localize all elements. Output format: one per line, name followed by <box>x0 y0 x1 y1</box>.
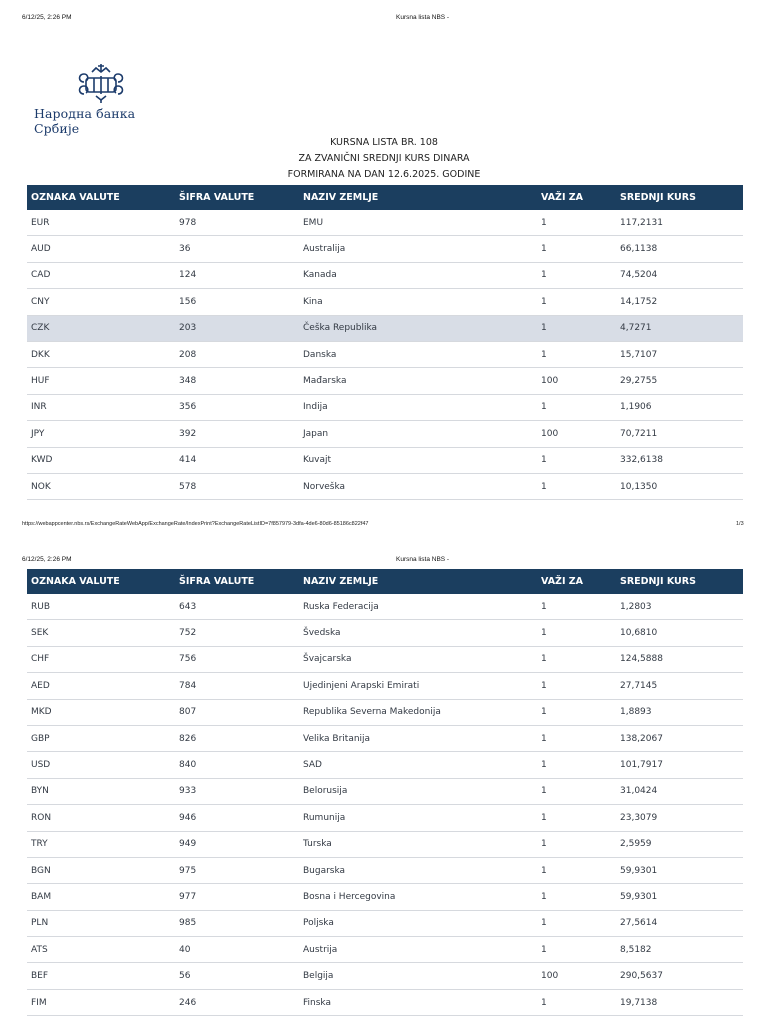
middle-rate-cell: 2,5959 <box>616 831 743 857</box>
currency-number-cell: 578 <box>175 473 299 499</box>
middle-rate-cell: 1,1906 <box>616 394 743 420</box>
country-cell: Kanada <box>299 262 537 288</box>
middle-rate-cell: 4,7271 <box>616 315 743 341</box>
title-line-2: ZA ZVANIČNI SREDNJI KURS DINARA <box>298 153 470 164</box>
currency-code-cell: KWD <box>27 447 175 473</box>
unit-cell: 1 <box>537 725 616 751</box>
unit-cell: 1 <box>537 289 616 315</box>
country-cell: Kina <box>299 289 537 315</box>
unit-cell: 1 <box>537 752 616 778</box>
table-row <box>27 447 743 473</box>
currency-code-cell: NOK <box>27 473 175 499</box>
currency-number-cell: 348 <box>175 368 299 394</box>
unit-cell: 1 <box>537 989 616 1015</box>
currency-code-cell: RON <box>27 805 175 831</box>
table-row <box>27 673 743 699</box>
table-row <box>27 884 743 910</box>
exchange-rate-table-page-1 <box>27 185 743 500</box>
unit-cell: 1 <box>537 473 616 499</box>
country-cell: Švedska <box>299 620 537 646</box>
unit-cell: 1 <box>537 910 616 936</box>
table-row <box>27 937 743 963</box>
table-row <box>27 315 743 341</box>
currency-number-cell: 752 <box>175 620 299 646</box>
currency-number-cell: 40 <box>175 937 299 963</box>
currency-code-cell: BGN <box>27 857 175 883</box>
middle-rate-cell: 8,5182 <box>616 937 743 963</box>
col-header-country: NAZIV ZEMLJE <box>299 569 537 594</box>
middle-rate-cell: 10,6810 <box>616 620 743 646</box>
table-header-row <box>27 185 743 210</box>
currency-code-cell: CAD <box>27 262 175 288</box>
country-cell: Belgija <box>299 963 537 989</box>
middle-rate-cell: 27,5614 <box>616 910 743 936</box>
country-cell: Poljska <box>299 910 537 936</box>
currency-number-cell: 208 <box>175 341 299 367</box>
currency-code-cell: MKD <box>27 699 175 725</box>
country-cell: Japan <box>299 421 537 447</box>
currency-number-cell: 356 <box>175 394 299 420</box>
coat-of-arms-icon <box>74 62 128 104</box>
table-row <box>27 805 743 831</box>
country-cell: Ujedinjeni Arapski Emirati <box>299 673 537 699</box>
middle-rate-cell: 19,7138 <box>616 989 743 1015</box>
currency-code-cell: BAM <box>27 884 175 910</box>
country-cell: Austrija <box>299 937 537 963</box>
table-row <box>27 289 743 315</box>
country-cell: Mađarska <box>299 368 537 394</box>
currency-code-cell: GBP <box>27 725 175 751</box>
middle-rate-cell: 23,3079 <box>616 805 743 831</box>
currency-code-cell: BYN <box>27 778 175 804</box>
currency-code-cell: CZK <box>27 315 175 341</box>
currency-code-cell: CNY <box>27 289 175 315</box>
unit-cell: 1 <box>537 646 616 672</box>
unit-cell: 1 <box>537 315 616 341</box>
unit-cell: 1 <box>537 778 616 804</box>
unit-cell: 1 <box>537 262 616 288</box>
middle-rate-cell: 10,1350 <box>616 473 743 499</box>
currency-code-cell: FIM <box>27 989 175 1015</box>
print-datetime-page-2: 6/12/25, 2:26 PM <box>22 556 72 563</box>
unit-cell: 1 <box>537 699 616 725</box>
currency-number-cell: 946 <box>175 805 299 831</box>
col-header-currency-number: ŠIFRA VALUTE <box>175 569 299 594</box>
currency-number-cell: 643 <box>175 594 299 620</box>
country-cell: Češka Republika <box>299 315 537 341</box>
middle-rate-cell: 124,5888 <box>616 646 743 672</box>
middle-rate-cell: 70,7211 <box>616 421 743 447</box>
document-title <box>0 135 768 183</box>
page-number: 1/3 <box>736 521 744 527</box>
table-row <box>27 831 743 857</box>
table-row <box>27 421 743 447</box>
country-cell: Finska <box>299 989 537 1015</box>
middle-rate-cell: 59,9301 <box>616 857 743 883</box>
currency-number-cell: 949 <box>175 831 299 857</box>
unit-cell: 1 <box>537 447 616 473</box>
middle-rate-cell: 332,6138 <box>616 447 743 473</box>
table-row <box>27 699 743 725</box>
unit-cell: 1 <box>537 884 616 910</box>
country-cell: Kuvajt <box>299 447 537 473</box>
currency-code-cell: SEK <box>27 620 175 646</box>
table-row <box>27 262 743 288</box>
table-row <box>27 341 743 367</box>
print-title: Kursna lista NBS - <box>396 14 450 21</box>
currency-number-cell: 807 <box>175 699 299 725</box>
unit-cell: 100 <box>537 421 616 447</box>
middle-rate-cell: 31,0424 <box>616 778 743 804</box>
currency-code-cell: AUD <box>27 236 175 262</box>
table-row <box>27 620 743 646</box>
middle-rate-cell: 117,2131 <box>616 210 743 236</box>
currency-number-cell: 156 <box>175 289 299 315</box>
currency-number-cell: 985 <box>175 910 299 936</box>
currency-number-cell: 124 <box>175 262 299 288</box>
middle-rate-cell: 15,7107 <box>616 341 743 367</box>
unit-cell: 100 <box>537 963 616 989</box>
unit-cell: 1 <box>537 857 616 883</box>
table-row <box>27 368 743 394</box>
table-row <box>27 752 743 778</box>
middle-rate-cell: 138,2067 <box>616 725 743 751</box>
currency-code-cell: HUF <box>27 368 175 394</box>
currency-code-cell: ATS <box>27 937 175 963</box>
country-cell: Belorusija <box>299 778 537 804</box>
unit-cell: 1 <box>537 210 616 236</box>
table-row <box>27 394 743 420</box>
unit-cell: 1 <box>537 937 616 963</box>
table-row <box>27 778 743 804</box>
unit-cell: 1 <box>537 805 616 831</box>
table-row <box>27 963 743 989</box>
table-row <box>27 210 743 236</box>
unit-cell: 100 <box>537 368 616 394</box>
currency-number-cell: 977 <box>175 884 299 910</box>
middle-rate-cell: 59,9301 <box>616 884 743 910</box>
col-header-currency-number: ŠIFRA VALUTE <box>175 185 299 210</box>
currency-number-cell: 975 <box>175 857 299 883</box>
unit-cell: 1 <box>537 831 616 857</box>
table-row <box>27 989 743 1015</box>
country-cell: Indija <box>299 394 537 420</box>
country-cell: Turska <box>299 831 537 857</box>
currency-code-cell: EUR <box>27 210 175 236</box>
currency-number-cell: 203 <box>175 315 299 341</box>
currency-number-cell: 246 <box>175 989 299 1015</box>
currency-code-cell: JPY <box>27 421 175 447</box>
country-cell: Republika Severna Makedonija <box>299 699 537 725</box>
table-row <box>27 725 743 751</box>
title-line-3: FORMIRANA NA DAN 12.6.2025. GODINE <box>287 169 481 180</box>
col-header-middle-rate: SREDNJI KURS <box>616 185 743 210</box>
country-cell: Norveška <box>299 473 537 499</box>
col-header-currency-code: OZNAKA VALUTE <box>27 569 175 594</box>
country-cell: Velika Britanija <box>299 725 537 751</box>
table-row <box>27 646 743 672</box>
middle-rate-cell: 27,7145 <box>616 673 743 699</box>
unit-cell: 1 <box>537 236 616 262</box>
currency-code-cell: DKK <box>27 341 175 367</box>
nbs-logo <box>34 62 174 136</box>
col-header-unit: VAŽI ZA <box>537 569 616 594</box>
country-cell: Švajcarska <box>299 646 537 672</box>
country-cell: SAD <box>299 752 537 778</box>
col-header-currency-code: OZNAKA VALUTE <box>27 185 175 210</box>
middle-rate-cell: 101,7917 <box>616 752 743 778</box>
unit-cell: 1 <box>537 594 616 620</box>
currency-code-cell: TRY <box>27 831 175 857</box>
currency-number-cell: 978 <box>175 210 299 236</box>
bank-name: Народна банка Србије <box>34 106 136 136</box>
currency-number-cell: 840 <box>175 752 299 778</box>
country-cell: EMU <box>299 210 537 236</box>
print-title-page-2: Kursna lista NBS - <box>396 556 450 563</box>
middle-rate-cell: 14,1752 <box>616 289 743 315</box>
currency-number-cell: 784 <box>175 673 299 699</box>
unit-cell: 1 <box>537 673 616 699</box>
country-cell: Bugarska <box>299 857 537 883</box>
col-header-country: NAZIV ZEMLJE <box>299 185 537 210</box>
currency-number-cell: 36 <box>175 236 299 262</box>
table-row <box>27 910 743 936</box>
country-cell: Australija <box>299 236 537 262</box>
currency-number-cell: 414 <box>175 447 299 473</box>
currency-number-cell: 933 <box>175 778 299 804</box>
currency-code-cell: CHF <box>27 646 175 672</box>
middle-rate-cell: 290,5637 <box>616 963 743 989</box>
table-row <box>27 857 743 883</box>
table-row <box>27 473 743 499</box>
country-cell: Ruska Federacija <box>299 594 537 620</box>
currency-number-cell: 392 <box>175 421 299 447</box>
middle-rate-cell: 66,1138 <box>616 236 743 262</box>
currency-code-cell: INR <box>27 394 175 420</box>
currency-code-cell: PLN <box>27 910 175 936</box>
print-url: https://webappcenter.nbs.rs/ExchangeRateWebApp/ExchangeRate/IndexPrint?ExchangeRateListID=7f857979-3dfa-4de6-80d6-85186c822f47 <box>22 521 369 527</box>
currency-code-cell: RUB <box>27 594 175 620</box>
currency-code-cell: AED <box>27 673 175 699</box>
unit-cell: 1 <box>537 620 616 646</box>
unit-cell: 1 <box>537 394 616 420</box>
currency-number-cell: 56 <box>175 963 299 989</box>
table-row <box>27 594 743 620</box>
table-row <box>27 236 743 262</box>
print-datetime: 6/12/25, 2:26 PM <box>22 14 72 21</box>
col-header-middle-rate: SREDNJI KURS <box>616 569 743 594</box>
middle-rate-cell: 74,5204 <box>616 262 743 288</box>
country-cell: Rumunija <box>299 805 537 831</box>
currency-code-cell: USD <box>27 752 175 778</box>
middle-rate-cell: 1,2803 <box>616 594 743 620</box>
table-header-row <box>27 569 743 594</box>
middle-rate-cell: 1,8893 <box>616 699 743 725</box>
currency-number-cell: 756 <box>175 646 299 672</box>
currency-number-cell: 826 <box>175 725 299 751</box>
middle-rate-cell: 29,2755 <box>616 368 743 394</box>
unit-cell: 1 <box>537 341 616 367</box>
col-header-unit: VAŽI ZA <box>537 185 616 210</box>
country-cell: Bosna i Hercegovina <box>299 884 537 910</box>
title-line-1: KURSNA LISTA BR. 108 <box>330 137 438 148</box>
exchange-rate-table-page-2 <box>27 569 743 1016</box>
currency-code-cell: BEF <box>27 963 175 989</box>
country-cell: Danska <box>299 341 537 367</box>
